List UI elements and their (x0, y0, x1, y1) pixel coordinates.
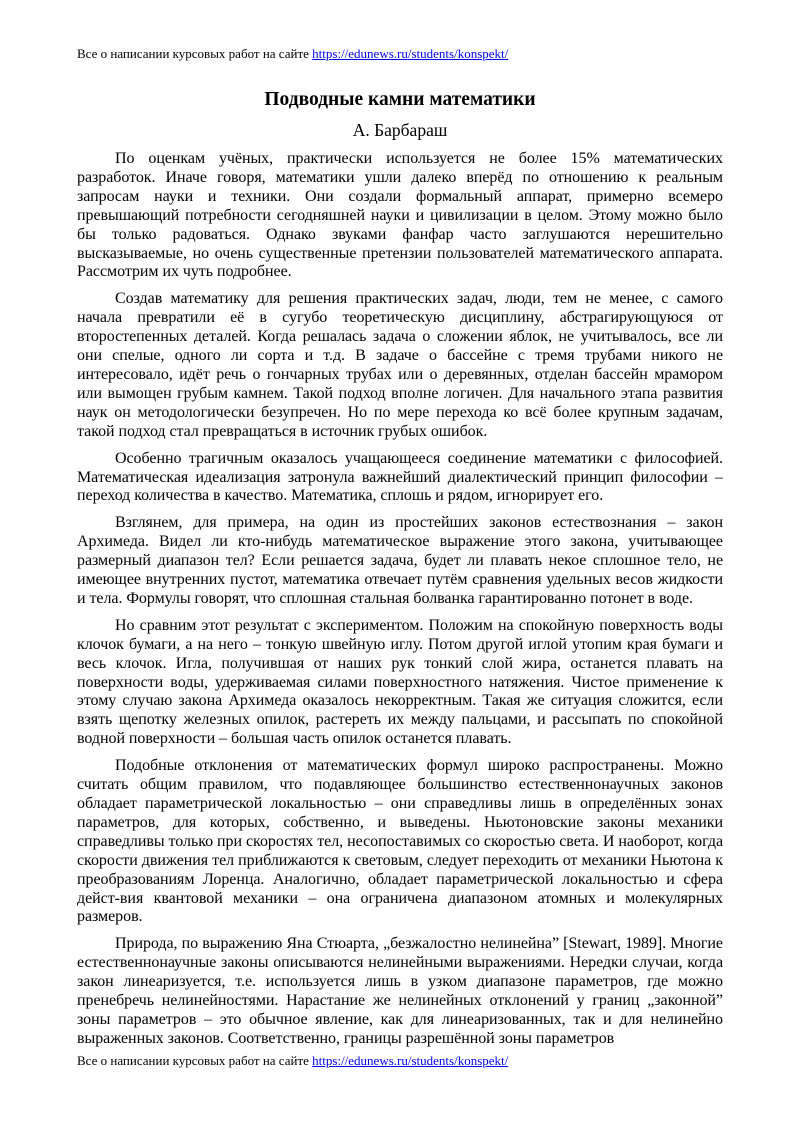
page-footer (77, 1053, 508, 1069)
header-site-link[interactable]: https://edunews.ru/students/konspekt/ (312, 46, 509, 61)
article-body (77, 150, 723, 1050)
paragraph-4: Взглянем, для примера, на один из простейших законов естествознания – закон Архимеда. Видел ли кто-нибудь математическое выражение этого закона, учитывающее размерный диапазон тел? Если решается задача, будет ли плавать некое сплошное тело, не имеющее внутренних пустот, математика отвечает путём сравнения удельных весов жидкости и тела. Формулы говорят, что сплошная стальная болванка гарантированно потонет в воде. (77, 514, 723, 607)
footer-text: Все о написании курсовых работ на сайте (77, 1053, 309, 1068)
page-header (77, 46, 508, 62)
footer-site-link[interactable]: https://edunews.ru/students/konspekt/ (312, 1053, 509, 1068)
header-text: Все о написании курсовых работ на сайте (77, 46, 309, 61)
paragraph-7: Природа, по выражению Яна Стюарта, „безжалостно нелинейна” [Stewart, 1989]. Многие естественнонаучные законы описываются нелинейными выражениями. Нередки случаи, когда закон линеаризуется, т.е. используется лишь в узком диапазоне параметров, где можно пренебречь нелинейностями. Нарастание же нелинейных отклонений у границ „законной” зоны параметров – это обычное явление, как для линеаризованных, так и для нелинейно выраженных законов. Соответственно, границы разрешённой зоны параметров (77, 935, 723, 1047)
paragraph-3: Особенно трагичным оказалось учащающееся соединение математики с философией. Математическая идеализация затронула важнейший диалектический принцип философии – переход количества в качество. Математика, сплошь и рядом, игнорирует его. (77, 449, 723, 505)
paragraph-5: Но сравним этот результат с экспериментом. Положим на спокойную поверхность воды клочок бумаги, а на него – тонкую швейную иглу. Потом другой иглой утопим края бумаги и весь клочок. Игла, получившая от наших рук тонкий слой жира, останется плавать на поверхности воды, удерживаемая силами поверхностного натяжения. Чистое применение к этому случаю закона Архимеда оказалось некорректным. Такая же ситуация сложится, если взять щепотку железных опилок, растереть их между пальцами, и рассыпать по спокойной водной поверхности – большая часть опилок останется плавать. (77, 616, 723, 748)
article-author: А. Барбараш (352, 120, 448, 140)
article-title: Подводные камни математики (264, 89, 536, 110)
paragraph-6: Подобные отклонения от математических формул широко распространены. Можно считать общим правилом, что подавляющее большинство естественнонаучных законов обладает параметрической локальностью – они справедливы лишь в определённых зонах параметров, для которых, собственно, и выведены. Ньютоновские законы механики справедливы только при скоростях тел, несопоставимых со скоростью света. И наоборот, когда скорости движения тел приближаются к световым, следует переходить от механики Ньютона к преобразованиям Лоренца. Аналогично, обладает параметрической локальностью и сфера дейст-вия квантовой механики – она ограничена диапазоном атомных и молекулярных размеров. (77, 757, 723, 926)
paragraph-2: Создав математику для решения практических задач, люди, тем не менее, с самого начала превратили её в сугубо теоретическую дисциплину, абстрагирующуюся от второстепенных деталей. Когда решалась задача о сложении яблок, не учитывалось, все ли они спелые, одного ли сорта и т.д. В задаче о бассейне с тремя трубами никого не интересовало, идёт речь о гончарных трубах или о деревянных, отделан бассейн мрамором или вымощен грубым камнем. Такой подход вполне логичен. Для начального этапа развития наук он методологически безупречен. Но по мере перехода ко всё более крупным задачам, такой подход стал превращаться в источник грубых ошибок. (77, 290, 723, 440)
paragraph-1: По оценкам учёных, практически используется не более 15% математических разработок. Иначе говоря, математики ушли далеко вперёд по отношению к реальным запросам науки и техники. Они создали формальный аппарат, примерно всемеро превышающий потребности сегодняшней науки и цивилизации в целом. Этому можно было бы только радоваться. Однако звуками фанфар часто заглушаются нерешительно высказываемые, но очень существенные претензии пользователей математического аппарата. Рассмотрим их чуть подробнее. (77, 150, 723, 281)
